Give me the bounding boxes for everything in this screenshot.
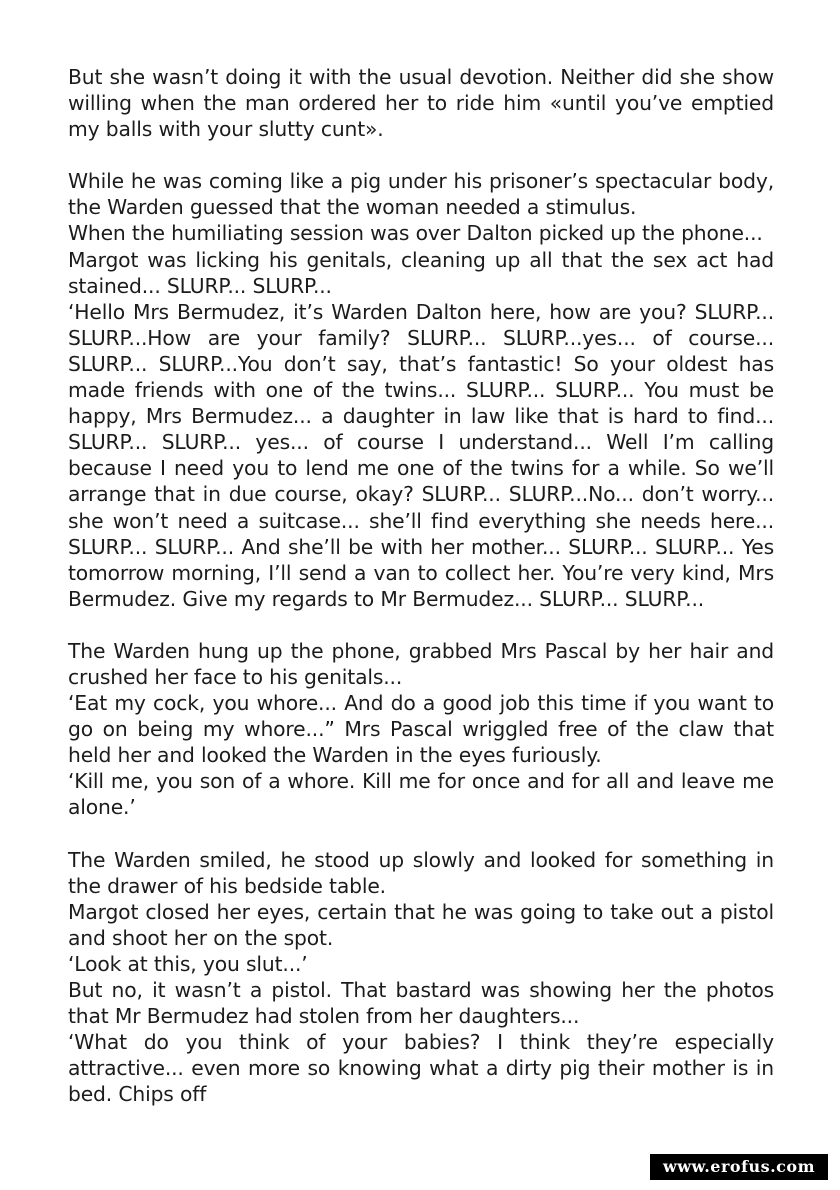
paragraph: But no, it wasn’t a pistol. That bastard was showing her the photos that Mr Bermudez had stolen from her daughters... [68, 978, 774, 1029]
paragraph: ‘Kill me, you son of a whore. Kill me for once and for all and leave me alone.’ [68, 769, 774, 820]
paragraph: While he was coming like a pig under his prisoner’s spectacular body, the Warden guessed that the woman needed a stimulus. [68, 169, 774, 220]
paragraph: But she wasn’t doing it with the usual devotion. Neither did she show willing when the man ordered her to ride him «until you’ve emptied my balls with your slutty cunt». [68, 65, 774, 142]
paragraph: ‘Hello Mrs Bermudez, it’s Warden Dalton here, how are you? SLURP... SLURP...How are your family? SLURP... SLURP...yes... of course... SLURP... SLURP...You don’t say, that’s fantastic! So your oldest has made friends with one of the twins... SLURP... SLURP... You must be happy, Mrs Bermudez... a daughter in law like that is hard to find... SLURP... SLURP... yes... of course I understand... Well I’m calling because I need you to lend me one of the twins for a while. So we’ll arrange that in due course, okay? SLURP... SLURP...No... don’t worry... she won’t need a suitcase... she’ll find everything she needs here... SLURP... SLURP... And she’ll be with her mother... SLURP... SLURP... Yes tomorrow morning, I’ll send a van to collect her. You’re very kind, Mrs Bermudez. Give my regards to Mr Bermudez... SLURP... SLURP... [68, 299, 774, 611]
story-text [68, 64, 774, 1107]
paragraph: Margot was licking his genitals, cleaning up all that the sex act had stained... SLURP... SLURP... [68, 247, 774, 298]
paragraph: The Warden smiled, he stood up slowly and looked for something in the drawer of his bedside table. [68, 847, 774, 898]
paragraph: The Warden hung up the phone, grabbed Mrs Pascal by her hair and crushed her face to his genitals... [68, 638, 774, 689]
paragraph: ‘Eat my cock, you whore... And do a good job this time if you want to go on being my whore...” Mrs Pascal wriggled free of the claw that held her and looked the Warden in the eyes furiously. [68, 691, 774, 768]
paragraph: When the humiliating session was over Dalton picked up the phone... [68, 221, 763, 246]
paragraph: Margot closed her eyes, certain that he was going to take out a pistol and shoot her on the spot. [68, 899, 774, 950]
paragraph: ‘Look at this, you slut...’ [68, 951, 308, 976]
paragraph: ‘What do you think of your babies? I think they’re especially attractive... even more so knowing what a dirty pig their mother is in bed. Chips off [68, 1030, 774, 1107]
watermark-label: www.erofus.com [650, 1154, 828, 1180]
